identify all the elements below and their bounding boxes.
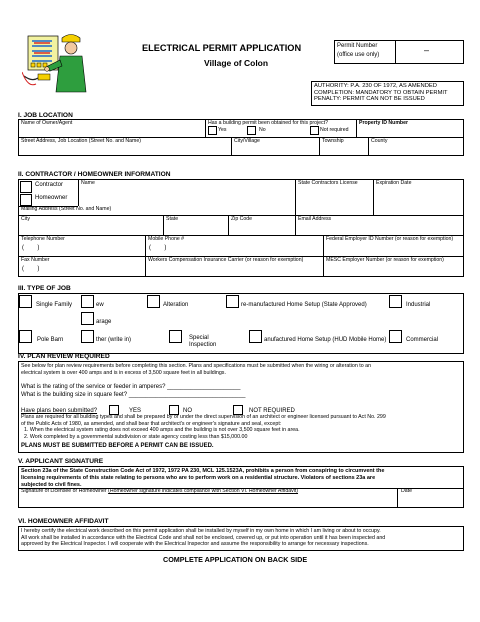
- homeowner-label: Homeowner: [35, 195, 68, 201]
- mesc-field[interactable]: MESC Employer Number (or reason for exemption): [326, 257, 444, 263]
- fein-field[interactable]: Federal Employer ID Number (or reason for exemption): [326, 236, 454, 242]
- section-3-heading: III. TYPE OF JOB: [18, 285, 71, 292]
- prev-permit-no-checkbox[interactable]: [247, 126, 256, 135]
- authority-box: [311, 81, 464, 106]
- special-inspection-checkbox[interactable]: [169, 330, 182, 343]
- workers-comp-field[interactable]: Workers Compensation Insurance Carrier (or reason for exemption): [148, 257, 304, 263]
- section-5-heading: V. APPLICANT SIGNATURE: [18, 458, 104, 465]
- applicant-signature-box: [18, 466, 464, 508]
- pole-barn-checkbox[interactable]: [19, 330, 32, 343]
- amperes-question[interactable]: What is the rating of the service or feeder in amperes? ______________________: [21, 384, 241, 390]
- expiration-date-field[interactable]: Expiration Date: [376, 180, 412, 186]
- commercial-label: Commercial: [406, 337, 439, 343]
- fax-field[interactable]: Fax Number: [21, 257, 50, 263]
- garage-checkbox[interactable]: [81, 312, 94, 325]
- industrial-checkbox[interactable]: [389, 295, 402, 308]
- mobile-paren: ( ): [149, 245, 167, 251]
- other-checkbox[interactable]: [81, 330, 94, 343]
- new-label: ew: [96, 302, 104, 308]
- form-subtitle: Village of Colon: [204, 58, 269, 68]
- alteration-checkbox[interactable]: [147, 295, 160, 308]
- contractor-name-field[interactable]: Name: [81, 180, 95, 186]
- contractor-table: [18, 179, 464, 277]
- authority-line: AUTHORITY: P.A. 230 OF 1972, AS AMENDED: [314, 83, 437, 89]
- commercial-checkbox[interactable]: [389, 330, 402, 343]
- section-4-heading: IV. PLAN REVIEW REQUIRED: [18, 353, 110, 360]
- property-id-field[interactable]: Property ID Number: [359, 120, 409, 126]
- signature-note: (Homeowner signature indicates compliance with Section VI. Homeowner Affidavit): [108, 488, 299, 494]
- sqft-question[interactable]: What is the building size in square feet? ___________________________________: [21, 392, 246, 398]
- permit-number-value[interactable]: –: [424, 45, 430, 55]
- fax-paren: ( ): [22, 266, 40, 272]
- plans-no-label: NO: [183, 408, 192, 414]
- back-side-notice: COMPLETE APPLICATION ON BACK SIDE: [163, 555, 308, 564]
- prev-permit-not-required-checkbox[interactable]: [310, 126, 319, 135]
- authority-line: PENALTY: PERMIT CAN NOT BE ISSUED: [314, 96, 425, 103]
- zip-code-field[interactable]: Zip Code: [231, 216, 253, 222]
- telephone-field[interactable]: Telephone Number: [21, 236, 65, 242]
- plan-review-intro: See below for plan review requirements before completing this section. Plans and specifications must be submitted when the wiring or alteration to an electrical system is over 400 amps and is in excess of 3,500 square feet in all buildings.: [21, 363, 372, 376]
- mobile-phone-field[interactable]: Mobile Phone #: [148, 236, 185, 242]
- permit-number-label: Permit Number: [337, 43, 378, 49]
- plan-requirements: Plans are required for all building types and shall be prepared by or under the direct supervision of an architect or engineer licensed pursuant to Act No. 299 of the Public Acts of 1980, as amended, and shall bear that architect's or engineer's signature and seal, except: 1. When the electrical system rating does not exceed 400 amps and the building is not over 3,500 square feet in area. 2. Work completed by a governmental subdivision or state agency costing less than $15,000.00: [21, 414, 386, 440]
- prev-permit-yes-label: Yes: [218, 127, 227, 133]
- affidavit-text: I hereby certify the electrical work described on this permit application shall be installed by myself in my own home in which I am living or about to occupy. All work shall be installed in accordance with the Electrical Code and shall not be enclosed, covered up, or put into operation until it has been inspected and approved by the Electrical Inspector. I will cooperate with the Electrical Inspector and assume the responsibility to arrange for necessary inspections.: [21, 528, 386, 548]
- homeowner-affidavit-box: [18, 526, 464, 551]
- city-village-field[interactable]: City/Village: [234, 138, 260, 144]
- section-1-heading: I. JOB LOCATION: [18, 112, 73, 119]
- city-field[interactable]: City: [21, 216, 30, 222]
- special-inspection-label-2: Inspection: [189, 342, 217, 348]
- signature-label: Signature of Licensee or Homeowner: [21, 488, 107, 494]
- other-label: ther (write in): [96, 337, 132, 343]
- prev-permit-not-required-label: Not required: [320, 127, 349, 133]
- plans-submitted-question: Have plans been submitted?: [21, 408, 98, 414]
- premanufactured-label: re-manufactured Home Setup (State Approved): [241, 302, 367, 308]
- telephone-paren: ( ): [22, 245, 40, 251]
- plan-review-box: [18, 361, 464, 453]
- form-title: ELECTRICAL PERMIT APPLICATION: [142, 43, 302, 53]
- garage-label: arage: [96, 319, 112, 325]
- state-field[interactable]: State: [166, 216, 179, 222]
- pole-barn-label: Pole Barn: [37, 337, 64, 343]
- manufactured-hud-label: anufactured Home Setup (HUD Mobile Home): [264, 337, 387, 343]
- special-inspection-label: Special: [189, 335, 209, 341]
- street-address-field[interactable]: Street Address, Job Location (Street No. and Name): [21, 138, 141, 144]
- plans-not-required-label: NOT REQUIRED: [249, 408, 295, 414]
- county-field[interactable]: County: [371, 138, 388, 144]
- section-6-heading: VI. HOMEOWNER AFFIDAVIT: [18, 518, 109, 525]
- alteration-label: Alteration: [163, 302, 189, 308]
- permit-number-sub: (office use only): [337, 52, 380, 58]
- section-2-heading: II. CONTRACTOR / HOMEOWNER INFORMATION: [18, 171, 171, 178]
- permit-number-box: [334, 40, 464, 64]
- plans-must-submit: PLANS MUST BE SUBMITTED BEFORE A PERMIT CAN BE ISSUED.: [21, 443, 214, 449]
- homeowner-checkbox[interactable]: [20, 194, 32, 206]
- prev-permit-yes-checkbox[interactable]: [208, 126, 217, 135]
- authority-line: COMPLETION: MANDATORY TO OBTAIN PERMIT: [314, 89, 448, 96]
- contractor-checkbox[interactable]: [20, 181, 32, 193]
- signature-field[interactable]: [21, 489, 298, 495]
- job-type-table: [18, 293, 464, 354]
- signature-warning: Section 23a of the State Construction Code Act of 1972, 1972 PA 230, MCL 125.1523A, prohibits a person from conspiring to circumvent the licensing requirements of this state relating to persons who are to perform work on a residential structure. Violators of sections 23a are subjected to civil fines.: [21, 468, 385, 488]
- prev-permit-no-label: No: [259, 127, 266, 133]
- new-checkbox[interactable]: [81, 295, 94, 308]
- township-field[interactable]: Township: [322, 138, 344, 144]
- job-location-table: [18, 119, 464, 156]
- industrial-label: Industrial: [406, 302, 431, 308]
- manufactured-hud-checkbox[interactable]: [249, 330, 262, 343]
- single-family-checkbox[interactable]: [19, 295, 32, 308]
- single-family-label: Single Family: [36, 302, 73, 308]
- email-address-field[interactable]: Email Address: [298, 216, 332, 222]
- signature-date-field[interactable]: Date: [401, 488, 412, 494]
- electrician-logo: [22, 32, 90, 94]
- plans-yes-label: YES: [129, 408, 142, 414]
- state-license-field[interactable]: State Contractors License: [298, 180, 358, 186]
- owner-name-field[interactable]: Name of Owner/Agent: [21, 120, 73, 126]
- prev-permit-question: Has a building permit been obtained for this project?: [208, 120, 328, 126]
- mailing-address-field[interactable]: Mailing Address (Street No. and Name): [21, 206, 112, 212]
- contractor-label: Contractor: [35, 182, 64, 188]
- premanufactured-checkbox[interactable]: [226, 295, 239, 308]
